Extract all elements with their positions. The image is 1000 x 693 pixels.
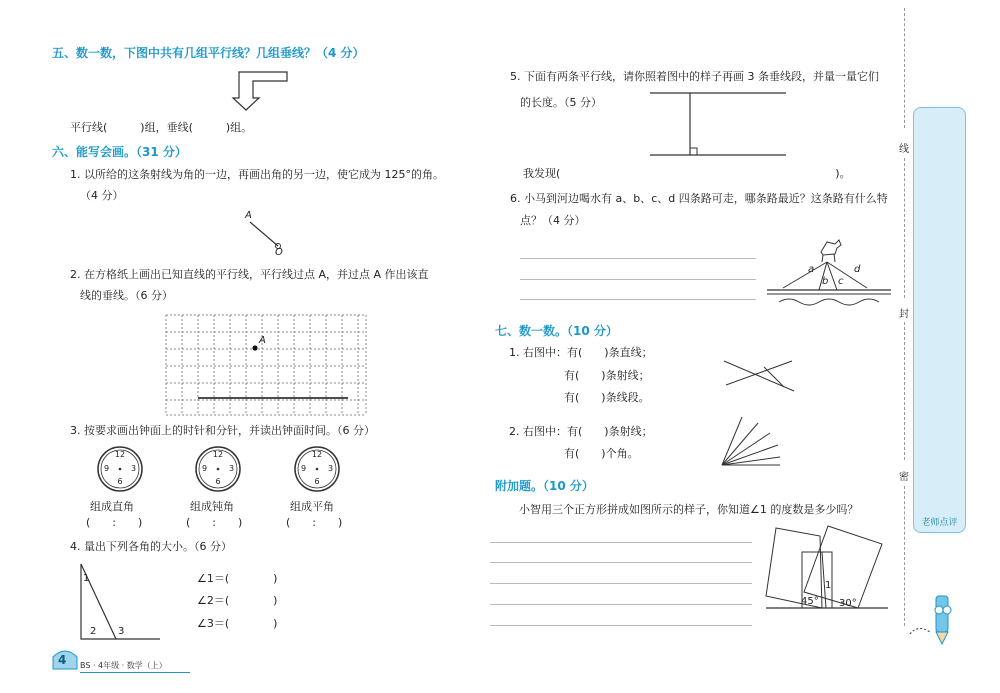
clock-num-3: 3 <box>131 464 137 473</box>
q4-angle-3-label: 3 <box>118 626 125 637</box>
q1-point-o: O <box>275 247 283 258</box>
squares-figure <box>762 522 892 612</box>
footer-rule <box>80 672 190 673</box>
rays-figure <box>718 413 784 469</box>
clock-1-answer: ( : ) <box>86 516 143 529</box>
bonus-angle-1-label: 1 <box>825 580 832 591</box>
q2-point-a: A <box>259 335 266 346</box>
arrow-figure <box>225 66 295 114</box>
q1-text: 1. 以所给的这条射线为角的一边，再画出角的另一边，使它成为 125°的角。 <box>70 168 444 181</box>
section-7-title: 七、数一数。（10 分） <box>495 324 618 338</box>
q1-point-a: A <box>245 210 252 221</box>
answer-line <box>490 625 752 626</box>
clock-3-answer: ( : ) <box>286 516 343 529</box>
clock-3-caption: 组成平角 <box>290 500 334 513</box>
clock-num-3: 3 <box>229 464 235 473</box>
section-6-title: 六、能写会画。（31 分） <box>52 145 187 159</box>
path-a-label: a <box>808 264 815 275</box>
parallel-lines-figure <box>648 88 788 160</box>
q4-angle-1-label: 1 <box>83 573 90 584</box>
answer-line <box>520 279 756 280</box>
page-number: 4 <box>58 653 67 667</box>
answer-line <box>490 604 752 605</box>
answer-line <box>490 562 752 563</box>
q5-score: 的长度。（5 分） <box>520 96 602 109</box>
teacher-comment-label: 老师点评 <box>921 518 958 528</box>
binding-dashes <box>904 158 905 298</box>
pencil-mascot-icon <box>906 590 964 648</box>
grid-paper <box>164 313 369 417</box>
answer-line <box>520 299 756 300</box>
q5-text: 5. 下面有两条平行线，请你照着图中的样子再画 3 条垂线段，并量一量它们 <box>510 70 879 83</box>
clock-1 <box>95 444 145 494</box>
clock-num-9: 9 <box>104 464 110 473</box>
binding-char-line: 线 <box>899 144 909 155</box>
bonus-angle-45-label: 45° <box>801 596 819 607</box>
s7-q2-line1: 2. 右图中：有( )条射线； <box>509 425 653 438</box>
path-b-label: b <box>822 276 829 287</box>
clock-num-12: 12 <box>114 450 126 459</box>
clock-num-12: 12 <box>212 450 224 459</box>
binding-dashes <box>904 486 905 626</box>
s7-q1-line3: 有( )条线段。 <box>564 391 650 404</box>
clock-2-answer: ( : ) <box>186 516 243 529</box>
q4-answer-2: ∠2＝( ) <box>197 594 278 607</box>
clock-num-9: 9 <box>202 464 208 473</box>
q3-text: 3. 按要求画出钟面上的时针和分针，并读出钟面时间。（6 分） <box>70 424 375 437</box>
path-c-label: c <box>838 276 844 287</box>
clock-num-3: 3 <box>328 464 334 473</box>
bonus-question: 小智用三个正方形拼成如图所示的样子，你知道∠1 的度数是多少吗？ <box>519 503 859 516</box>
clock-num-6: 6 <box>215 477 221 486</box>
q1-score: （4 分） <box>80 189 124 202</box>
clock-2 <box>193 444 243 494</box>
footer-text: BS · 4年级 · 数学（上） <box>80 661 167 670</box>
s7-q1-line2: 有( )条射线； <box>564 369 650 382</box>
q4-text: 4. 量出下列各角的大小。（6 分） <box>70 540 232 553</box>
clock-num-12: 12 <box>311 450 323 459</box>
binding-dashes <box>904 322 905 460</box>
answer-line <box>490 542 752 543</box>
q6-score: 点？（4 分） <box>520 214 586 227</box>
binding-char-dense: 密 <box>899 472 909 483</box>
clock-num-9: 9 <box>301 464 307 473</box>
clock-num-6: 6 <box>314 477 320 486</box>
binding-char-seal: 封 <box>899 309 909 320</box>
clock-num-6: 6 <box>117 477 123 486</box>
s7-q2-line2: 有( )个角。 <box>564 447 639 460</box>
q2-score: 线的垂线。（6 分） <box>80 289 173 302</box>
answer-line <box>520 258 756 259</box>
clock-1-caption: 组成直角 <box>90 500 134 513</box>
section-5-title: 五、数一数，下图中共有几组平行线？几组垂线？（4 分） <box>52 46 365 60</box>
q5-found: 我发现( )。 <box>523 167 851 180</box>
horse-river-figure <box>765 232 895 310</box>
clock-2-caption: 组成钝角 <box>190 500 234 513</box>
q4-answer-1: ∠1＝( ) <box>197 572 278 585</box>
path-d-label: d <box>854 264 861 275</box>
q4-answer-3: ∠3＝( ) <box>197 617 278 630</box>
clock-3 <box>292 444 342 494</box>
bonus-angle-30-label: 30° <box>839 598 857 609</box>
q2-text: 2. 在方格纸上画出已知直线的平行线，平行线过点 A，并过点 A 作出该直 <box>70 268 429 281</box>
bonus-title: 附加题。（10 分） <box>495 479 594 493</box>
teacher-comment-panel <box>913 107 966 533</box>
horse-icon <box>821 240 841 262</box>
q6-text: 6. 小马到河边喝水有 a、b、c、d 四条路可走，哪条路最近？这条路有什么特 <box>510 192 888 205</box>
section-5-answer: 平行线( )组，垂线( )组。 <box>70 121 253 134</box>
crossing-lines-figure <box>720 355 800 395</box>
answer-line <box>490 583 752 584</box>
binding-dashes <box>904 8 905 128</box>
s7-q1-line1: 1. 右图中：有( )条直线； <box>509 346 653 359</box>
q4-angle-2-label: 2 <box>90 626 97 637</box>
